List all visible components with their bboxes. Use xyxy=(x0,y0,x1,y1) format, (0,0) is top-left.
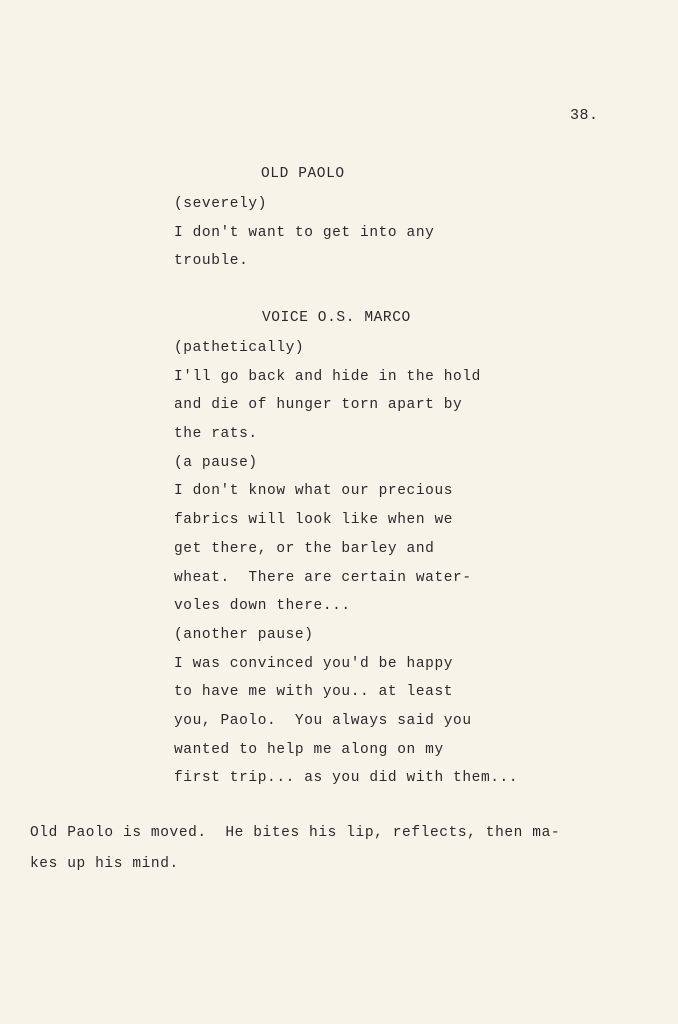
dialogue-line: wanted to help me along on my xyxy=(174,741,444,758)
dialogue-line: you, Paolo. You always said you xyxy=(174,712,472,729)
dialogue-line: and die of hunger torn apart by xyxy=(174,397,463,414)
action-line: Old Paolo is moved. He bites his lip, reflects, then ma- xyxy=(30,825,561,841)
dialogue-line: I was convinced you'd be happy xyxy=(174,655,454,672)
parenthetical: (pathetically) xyxy=(174,340,305,356)
dialogue-line: first trip... as you did with them... xyxy=(174,770,519,787)
parenthetical: (a pause) xyxy=(174,454,258,471)
action-line: kes up his mind. xyxy=(30,856,179,872)
action-paragraph xyxy=(30,818,610,880)
dialogue-line: the rats. xyxy=(174,426,258,443)
dialogue-block-voice-marco xyxy=(174,334,518,793)
character-name-old-paolo: OLD PAOLO xyxy=(261,166,345,182)
dialogue-line: to have me with you.. at least xyxy=(174,684,454,701)
dialogue-line: I'll go back and hide in the hold xyxy=(174,368,481,385)
character-name-voice-marco: VOICE O.S. MARCO xyxy=(262,310,411,326)
page-number: 38. xyxy=(570,107,599,124)
parenthetical: (another pause) xyxy=(174,626,314,643)
dialogue-line: fabrics will look like when we xyxy=(174,512,454,529)
parenthetical: (severely) xyxy=(174,196,268,212)
dialogue-block-old-paolo xyxy=(174,190,434,276)
dialogue-line: wheat. There are certain water- xyxy=(174,569,472,586)
dialogue-line: trouble. xyxy=(174,253,249,270)
dialogue-line: voles down there... xyxy=(174,598,351,615)
dialogue-line: I don't know what our precious xyxy=(174,483,454,500)
dialogue-line: get there, or the barley and xyxy=(174,540,435,557)
dialogue-line: I don't want to get into any xyxy=(174,224,435,241)
